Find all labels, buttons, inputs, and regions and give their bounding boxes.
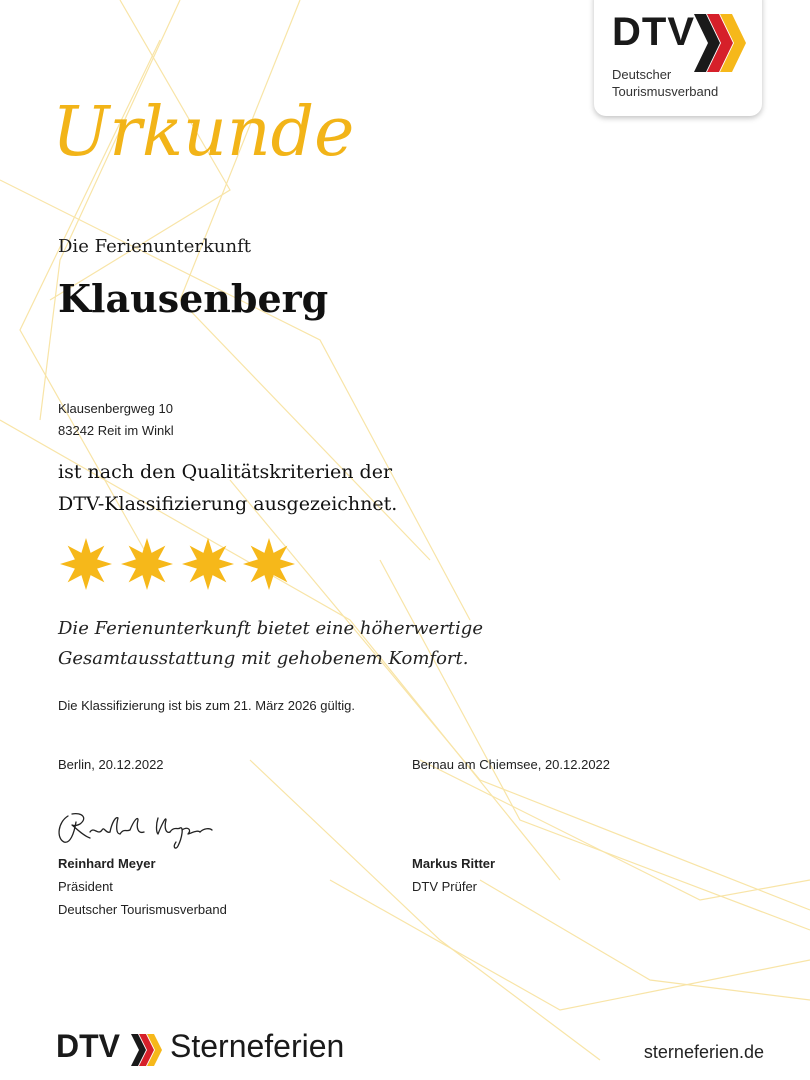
validity-note: Die Klassifizierung ist bis zum 21. März 2026 gültig. xyxy=(58,698,355,713)
criteria-line-2: DTV-Klassifizierung ausgezeichnet. xyxy=(58,493,398,515)
star-icon xyxy=(121,538,173,590)
footer-product: Sterneferien xyxy=(170,1028,345,1064)
signatory-left xyxy=(58,852,227,921)
criteria-line-1: ist nach den Qualitätskriterien der xyxy=(58,461,393,483)
accommodation-name: Klausenberg xyxy=(58,276,329,321)
criteria-statement xyxy=(58,456,397,520)
address xyxy=(58,398,174,442)
footer-chevron-icon xyxy=(130,1032,164,1068)
address-street: Klausenbergweg 10 xyxy=(58,401,173,416)
place-date-left: Berlin, 20.12.2022 xyxy=(58,757,164,772)
description-line-2: Gesamtausstattung mit gehobenem Komfort. xyxy=(58,648,469,669)
address-city: 83242 Reit im Winkl xyxy=(58,423,174,438)
star-icon xyxy=(182,538,234,590)
footer-url[interactable]: sterneferien.de xyxy=(643,1042,764,1062)
signature-reinhard-meyer xyxy=(54,808,224,854)
signatory-right-role: DTV Prüfer xyxy=(412,879,478,894)
logo-line-1: Deutscher xyxy=(612,67,672,82)
star-icon xyxy=(243,538,295,590)
place-date-right: Bernau am Chiemsee, 20.12.2022 xyxy=(412,757,611,772)
footer-brand: DTV xyxy=(56,1028,120,1064)
signatory-left-org: Deutscher Tourismusverband xyxy=(58,902,227,917)
signatory-right-name: Markus Ritter xyxy=(412,856,496,871)
logo-line-2: Tourismusverband xyxy=(612,84,719,99)
signatory-right xyxy=(412,852,495,898)
logo-brand: DTV xyxy=(612,10,695,54)
star-icon xyxy=(60,538,112,590)
signatory-left-name: Reinhard Meyer xyxy=(58,856,156,871)
star-rating xyxy=(58,536,308,592)
certificate-title: Urkunde xyxy=(52,93,355,172)
dtv-logo xyxy=(594,0,762,116)
accommodation-label: Die Ferienunterkunft xyxy=(58,236,251,257)
description-line-1: Die Ferienunterkunft bietet eine höherwertige xyxy=(58,618,483,639)
signatory-left-role: Präsident xyxy=(58,879,113,894)
dtv-chevron-icon xyxy=(692,12,748,74)
logo-subtitle xyxy=(612,66,718,100)
category-description xyxy=(58,614,483,674)
